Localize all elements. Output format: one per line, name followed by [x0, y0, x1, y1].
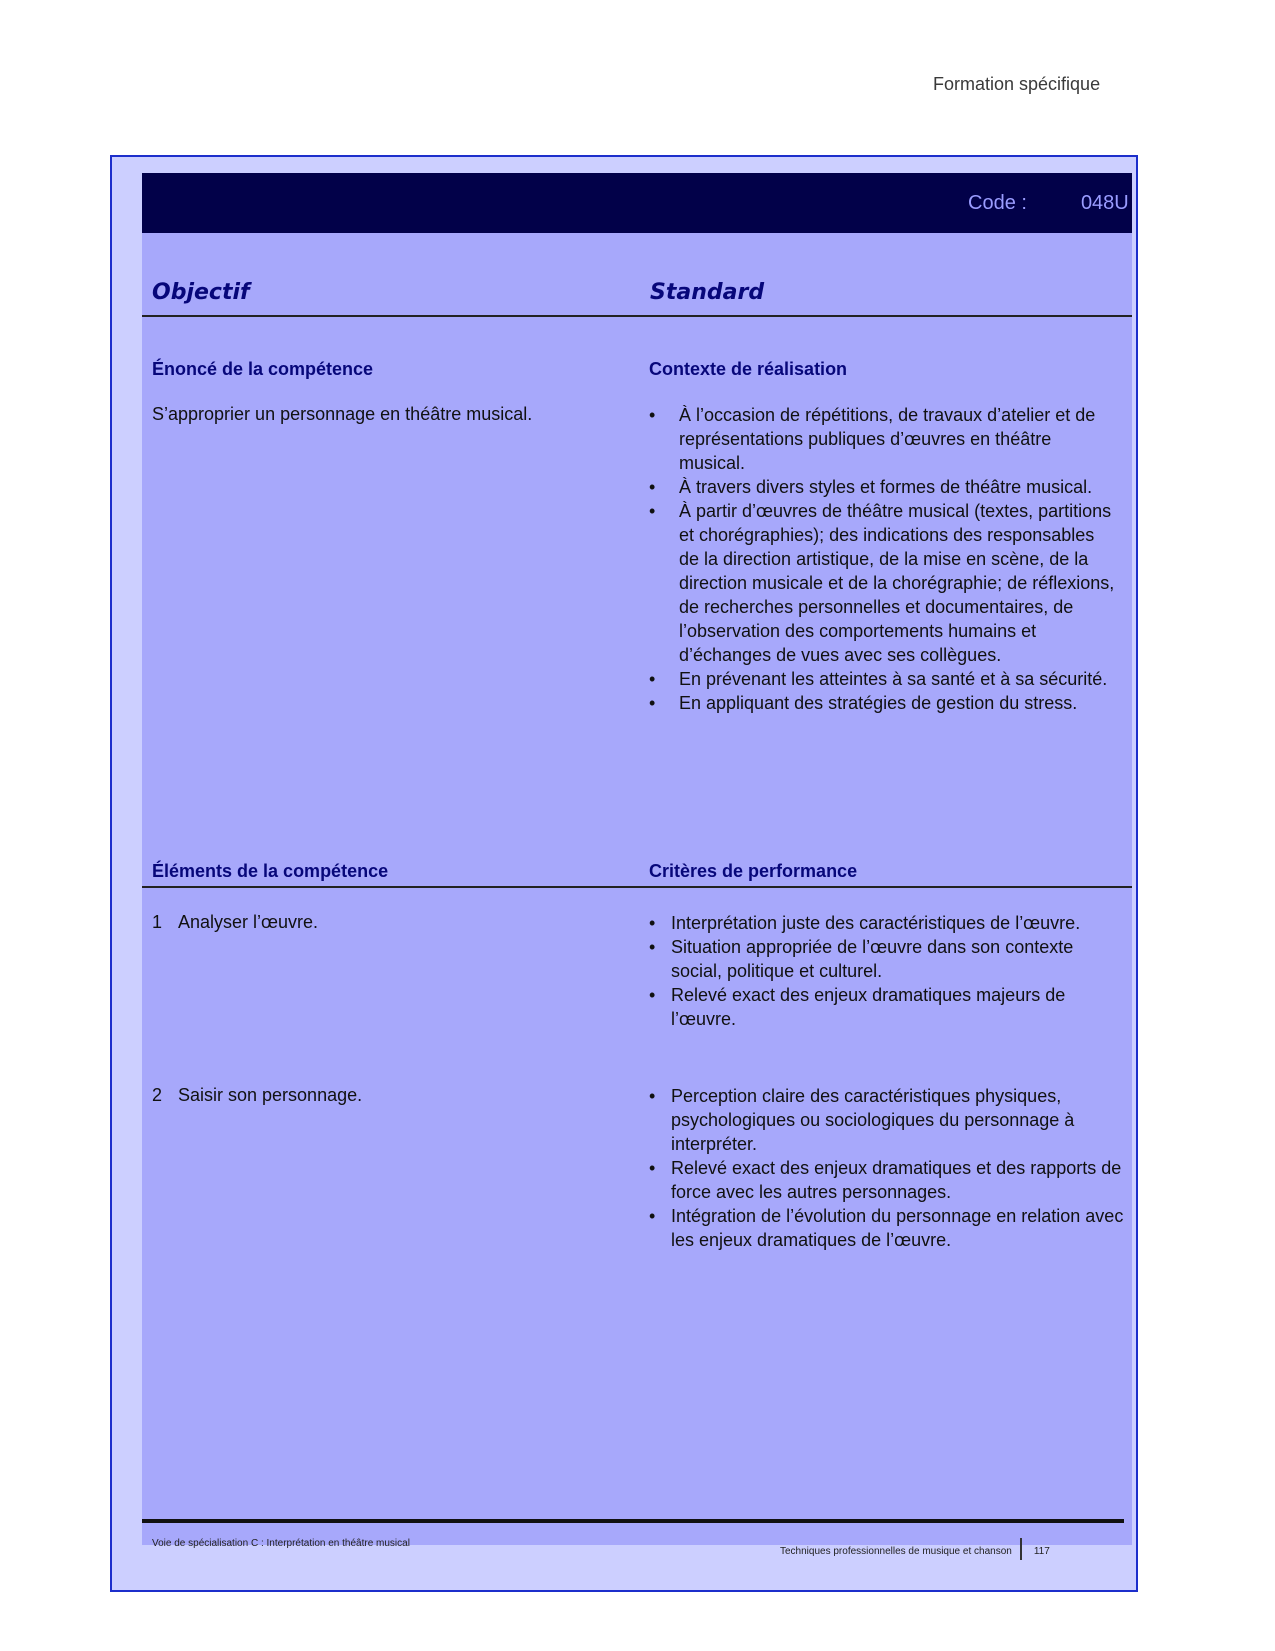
footer-program-title: Techniques professionnelles de musique et chanson [780, 1546, 1012, 1557]
context-item: • À travers divers styles et formes de théâtre musical. [649, 475, 1119, 499]
element-number: 1 [152, 912, 163, 932]
statement-heading: Énoncé de la compétence [152, 359, 374, 379]
section-header: Formation spécifique [933, 74, 1101, 94]
context-item: • À partir d’œuvres de théâtre musical (textes, partitions et chorégraphies); des indications des responsables de la direction artistique, de la mise en scène, de la direction musicale et de la chorégraphie; de réflexions, de recherches personnelles et documentaires, de l’observation des comportements humains et d’échanges de vues avec ses collègues. [649, 499, 1119, 667]
footer-rule [142, 1519, 1124, 1523]
context-item: • En prévenant les atteintes à sa santé et à sa sécurité. [649, 667, 1119, 691]
criteria-item: • Relevé exact des enjeux dramatiques majeurs de l’œuvre. [649, 983, 1129, 1031]
content-panel [142, 175, 1132, 1545]
objective-heading: Objectif [152, 280, 250, 305]
elements-rule [142, 886, 1132, 888]
criteria-list-1 [649, 911, 1129, 1031]
criteria-heading: Critères de performance [649, 861, 858, 881]
elements-heading: Éléments de la compétence [152, 861, 389, 881]
context-item: • À l’occasion de répétitions, de travaux d’atelier et de représentations publiques d’œuvres en théâtre musical. [649, 403, 1119, 475]
page-number: 117 [1033, 1546, 1050, 1557]
context-heading: Contexte de réalisation [649, 359, 848, 379]
criteria-item: • Situation appropriée de l’œuvre dans son contexte social, politique et culturel. [649, 935, 1129, 983]
heading-rule [142, 315, 1132, 317]
criteria-item: • Interprétation juste des caractéristiques de l’œuvre. [649, 911, 1129, 935]
element-2 [152, 1083, 632, 1107]
competence-statement: S’approprier un personnage en théâtre musical. [152, 404, 533, 424]
criteria-item: • Perception claire des caractéristiques physiques, psychologiques ou sociologiques du personnage à interpréter. [649, 1084, 1129, 1156]
element-number: 2 [152, 1085, 163, 1105]
footer-program: Voie de spécialisation C : Interprétation en théâtre musical [152, 1538, 410, 1549]
element-label: Analyser l’œuvre. [178, 912, 319, 932]
code-label: Code : [968, 192, 1027, 214]
code-value: 048U [1080, 192, 1129, 214]
competency-code [968, 192, 1129, 215]
element-label: Saisir son personnage. [178, 1085, 363, 1105]
element-1 [152, 910, 632, 934]
criteria-list-2 [649, 1084, 1129, 1252]
context-item: • En appliquant des stratégies de gestion du stress. [649, 691, 1119, 715]
criteria-item: • Intégration de l’évolution du personnage en relation avec les enjeux dramatiques de l’œuvre. [649, 1204, 1129, 1252]
footer-separator [1020, 1538, 1022, 1560]
footer-title [780, 1538, 1050, 1560]
standard-heading: Standard [650, 280, 765, 305]
context-list [649, 403, 1119, 715]
criteria-item: • Relevé exact des enjeux dramatiques et des rapports de force avec les autres personnages. [649, 1156, 1129, 1204]
